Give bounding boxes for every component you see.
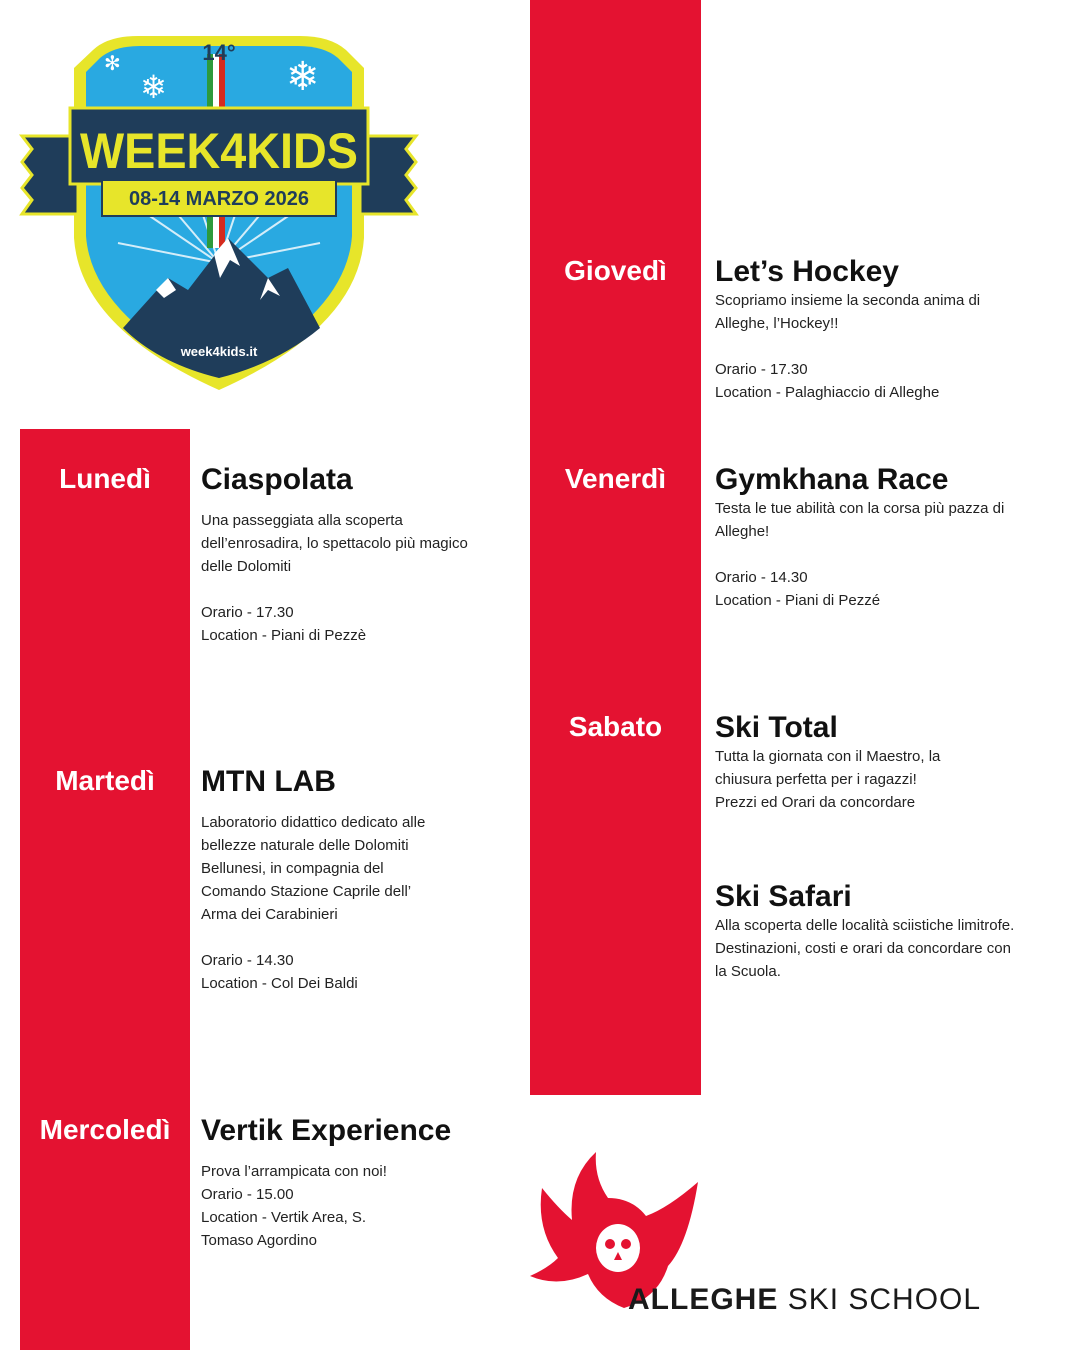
event-description: Alla scoperta delle località sciistiche limitrofe. Destinazioni, costi e orari da concordare con la Scuola. — [715, 917, 1015, 980]
event-gymkhana-race — [715, 463, 1035, 612]
svg-text:✻: ✻ — [104, 51, 121, 75]
event-description: Una passeggiata alla scoperta dell’enrosadira, lo spettacolo più magico delle Dolomiti Orario - 17.30 Location - Piani di Pezzè — [201, 512, 468, 644]
logo-website-text: week4kids.it — [180, 344, 258, 359]
event-lets-hockey — [715, 255, 1035, 404]
school-name-regular: SKI SCHOOL — [787, 1283, 982, 1316]
day-label-giovedi: Giovedì — [564, 255, 667, 286]
event-vertik-experience — [201, 1114, 501, 1252]
event-title: MTN LAB — [201, 765, 336, 798]
day-label-martedi: Martedì — [55, 765, 155, 796]
event-title: Vertik Experience — [201, 1114, 452, 1147]
day-label-lunedi: Lunedì — [59, 463, 151, 494]
svg-text:❄: ❄ — [140, 68, 167, 106]
svg-text:❄: ❄ — [286, 54, 320, 100]
left-red-bar — [20, 429, 190, 1350]
event-title: Ciaspolata — [201, 463, 353, 496]
week4kids-logo — [18, 28, 420, 393]
event-description: Tutta la giornata con il Maestro, la chiusura perfetta per i ragazzi! Prezzi ed Orari da concordare — [715, 748, 941, 811]
event-description: Scopriamo insieme la seconda anima di Alleghe, l’Hockey!! Orario - 17.30 Location - Palaghiaccio di Alleghe — [715, 292, 981, 401]
event-description: Laboratorio didattico dedicato alle bellezze naturale delle Dolomiti Bellunesi, in compagnia del Comando Stazione Caprile dell’ Arma dei Carabinieri Orario - 14.30 Location - Col Dei Baldi — [201, 814, 426, 992]
event-title: Ski Total — [715, 711, 838, 744]
event-description: Testa le tue abilità con la corsa più pazza di Alleghe! Orario - 14.30 Location - Piani di Pezzé — [715, 500, 1005, 609]
day-label-venerdi: Venerdì — [564, 463, 667, 494]
event-ski-safari — [715, 880, 1035, 983]
event-title: Ski Safari — [715, 880, 852, 913]
day-label-sabato: Sabato — [568, 711, 663, 742]
event-mtn-lab — [201, 765, 501, 995]
event-title: Gymkhana Race — [715, 463, 949, 496]
logo-dates-text: 08-14 MARZO 2026 — [128, 188, 310, 210]
right-red-bar — [530, 0, 701, 1095]
event-description: Prova l’arrampicata con noi! Orario - 15.00 Location - Vertik Area, S. Tomaso Agordino — [201, 1163, 387, 1249]
day-label-mercoledi: Mercoledì — [39, 1114, 171, 1145]
school-name — [628, 1283, 981, 1317]
logo-brand-text: WEEK4KIDS — [80, 123, 358, 179]
logo-edition-text: 14° — [202, 40, 236, 65]
event-ski-total — [715, 711, 1035, 814]
event-ciaspolata — [201, 463, 501, 647]
event-title: Let’s Hockey — [715, 255, 899, 288]
school-name-bold: ALLEGHE — [628, 1283, 779, 1316]
